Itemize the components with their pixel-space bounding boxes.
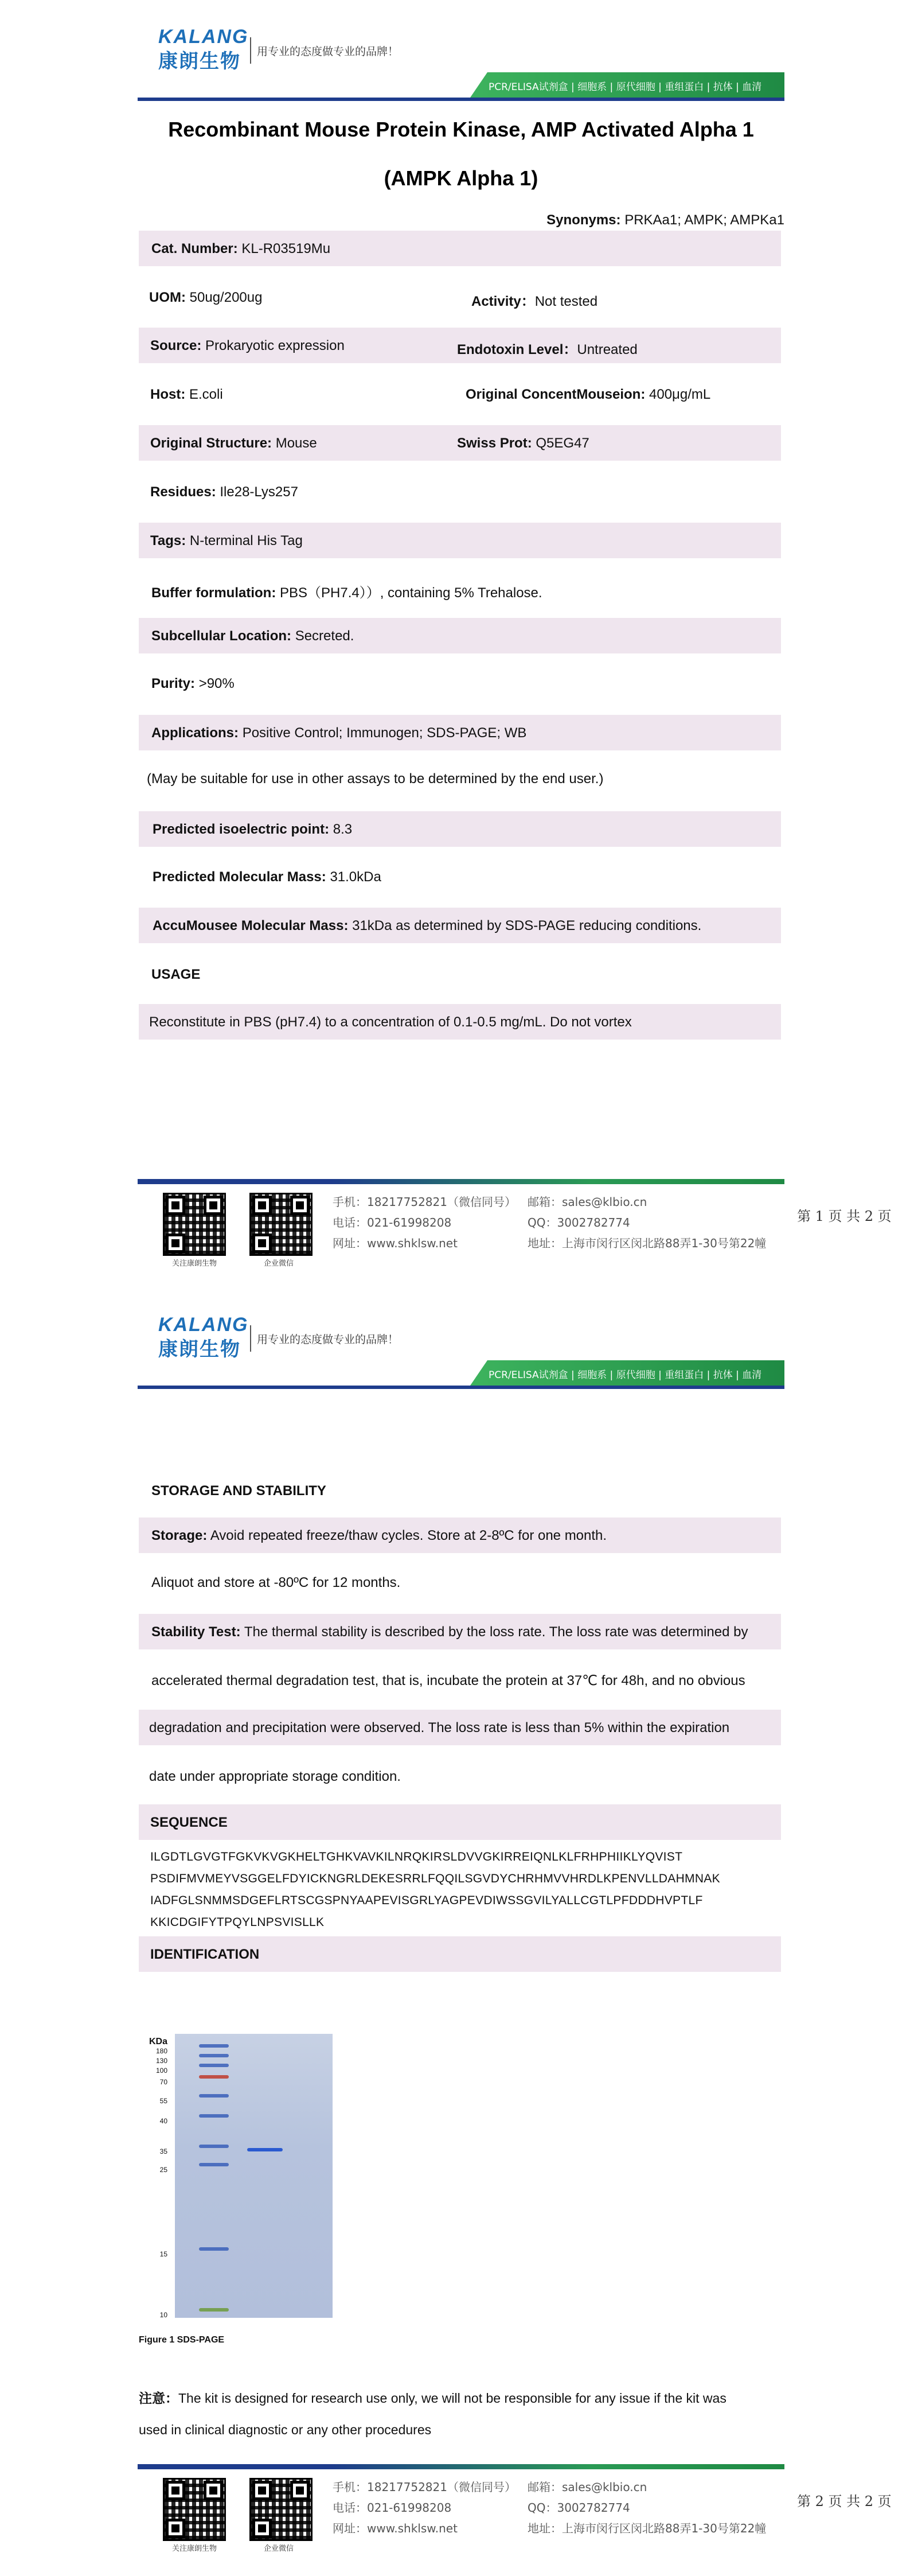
structure-value: Mouse xyxy=(275,435,317,451)
sample-band xyxy=(247,2148,283,2151)
applications-value: Positive Control; Immunogen; SDS-PAGE; WB xyxy=(242,725,527,741)
applications-label: Applications: xyxy=(151,725,239,741)
footer-address: 地址：上海市闵行区闵北路88弄1-30号第22幢 xyxy=(528,1236,767,1250)
row-molecular-mass xyxy=(139,859,781,894)
applications-note: (May be suitable for use in other assays to be determined by the end user.) xyxy=(147,771,604,787)
sequence-line: KKICDGIFYTPQYLNPSVISLLK xyxy=(150,1916,325,1929)
row-tags xyxy=(139,523,781,558)
synonyms xyxy=(546,212,784,228)
accumass-label: AccuMousee Molecular Mass: xyxy=(153,918,349,933)
qr-code-icon xyxy=(163,1193,226,1256)
stability-label: Stability Test: xyxy=(151,1624,241,1640)
footer-bar xyxy=(138,2464,784,2469)
footer-qq: QQ：3002782774 xyxy=(528,2501,630,2515)
qr2-caption: 企业微信 xyxy=(264,2544,294,2553)
figure-caption: Figure 1 SDS-PAGE xyxy=(139,2335,225,2345)
product-categories: PCR/ELISA试剂盒 | 细胞系 | 原代细胞 | 重组蛋白 | 抗体 | 血清 xyxy=(489,81,762,93)
qr-code-icon xyxy=(249,1193,313,1256)
qr-code-icon xyxy=(163,2478,226,2541)
sequence-heading: SEQUENCE xyxy=(150,1815,228,1830)
company-logo xyxy=(154,1314,440,1361)
residues-label: Residues: xyxy=(150,484,216,500)
cat-label: Cat. Number: xyxy=(151,241,238,256)
sequence-line: IADFGLSNMMSDGEFLRTSCGSPNYAAPEVISGRLYAGPEVDIWSSGVILYALLCGTLPFDDDHVPTLF xyxy=(150,1894,703,1907)
page-number: 第 2 页 共 2 页 xyxy=(797,2493,892,2509)
footer-qq: QQ：3002782774 xyxy=(528,1216,630,1229)
storage-heading: STORAGE AND STABILITY xyxy=(151,1483,326,1499)
purity-value: >90% xyxy=(198,676,235,691)
marker-label: 15 xyxy=(159,2250,167,2258)
row-stability xyxy=(139,1614,781,1649)
buffer-value: PBS（PH7.4））, containing 5% Trehalose. xyxy=(279,585,542,601)
marker-label: 25 xyxy=(159,2166,167,2174)
host-label: Host: xyxy=(150,387,186,402)
marker-label: 10 xyxy=(159,2311,167,2319)
row-accumass xyxy=(139,908,781,943)
activity-label: Activity： xyxy=(471,294,535,309)
row-storage xyxy=(139,1517,781,1553)
sequence-line: PSDIFMVMEYVSGGELFDYICKNGRLDEKESRRLFQQILSGVDYCHRHMVVHRDLKPENVLLDAHMNAK xyxy=(150,1872,720,1885)
marker-label: 180 xyxy=(155,2047,167,2055)
storage-value: Avoid repeated freeze/thaw cycles. Store at 2-8ºC for one month. xyxy=(210,1528,607,1543)
nav-blue-line xyxy=(138,98,784,101)
marker-label: 130 xyxy=(155,2057,167,2065)
subcellular-value: Secreted. xyxy=(295,628,354,644)
endotoxin-label: Endotoxin Level： xyxy=(457,342,577,357)
source-value: Prokaryotic expression xyxy=(205,338,345,353)
slogan: 用专业的态度做专业的品牌！ xyxy=(257,45,399,58)
disclaimer-text: The kit is designed for research use only, we will not be responsible for any issue if the kit was xyxy=(178,2391,727,2406)
product-title-line2: (AMPK Alpha 1) xyxy=(384,166,538,190)
activity-value: Not tested xyxy=(534,294,598,309)
page-2 xyxy=(0,1288,910,2576)
molecular-mass-label: Predicted Molecular Mass: xyxy=(153,869,326,885)
footer-web[interactable]: 网址：www.shklsw.net xyxy=(333,1236,458,1250)
footer-email[interactable]: 邮箱：sales@klbio.cn xyxy=(528,1195,647,1209)
disclaimer-line1 xyxy=(139,2388,727,2407)
swiss-prot-value: Q5EG47 xyxy=(536,435,589,451)
marker-label: 70 xyxy=(159,2078,167,2086)
disclaimer-label: 注意： xyxy=(139,2391,178,2406)
logo-latin: KALANG xyxy=(158,1314,249,1336)
row-buffer xyxy=(139,571,781,606)
footer-tel: 电话：021-61998208 xyxy=(333,2501,452,2515)
buffer-label: Buffer formulation: xyxy=(151,585,276,601)
logo-latin: KALANG xyxy=(158,26,249,48)
synonyms-value: PRKAa1; AMPK; AMPKa1 xyxy=(624,212,784,228)
footer-address: 地址：上海市闵行区闵北路88弄1-30号第22幢 xyxy=(528,2521,767,2535)
row-applications xyxy=(139,715,781,750)
sequence-line: ILGDTLGVGTFGKVKVGKHELTGHKVAVKILNRQKIRSLDVVGKIRREIQNLKLFRHPHIIKLYQVIST xyxy=(150,1850,683,1863)
row-stability-3 xyxy=(139,1710,781,1745)
logo-divider xyxy=(250,1325,251,1352)
row-subcellular xyxy=(139,618,781,653)
disclaimer-line2: used in clinical diagnostic or any other procedures xyxy=(139,2422,432,2437)
slogan: 用专业的态度做专业的品牌！ xyxy=(257,1333,399,1346)
header-nav-bar xyxy=(138,72,784,101)
swiss-prot-label: Swiss Prot: xyxy=(457,435,532,451)
row-cat-number xyxy=(139,231,781,266)
uom-label: UOM: xyxy=(149,290,186,305)
footer-phone: 手机：18217752821（微信同号） xyxy=(333,2480,516,2494)
marker-label: 35 xyxy=(159,2147,167,2155)
row-source xyxy=(139,328,781,363)
tags-value: N-terminal His Tag xyxy=(189,533,303,548)
concentration-value: 400μg/mL xyxy=(649,387,711,402)
row-isoelectric xyxy=(139,811,781,847)
stability-line3: degradation and precipitation were observed. The loss rate is less than 5% within the expiration xyxy=(149,1720,730,1736)
endotoxin-value: Untreated xyxy=(577,342,638,357)
uom-value: 50ug/200ug xyxy=(189,290,263,305)
gel-unit-label: KDa xyxy=(149,2037,167,2046)
product-categories: PCR/ELISA试剂盒 | 细胞系 | 原代细胞 | 重组蛋白 | 抗体 | 血清 xyxy=(489,1369,762,1381)
company-logo xyxy=(154,26,440,73)
logo-chinese: 康朗生物 xyxy=(158,1338,241,1361)
isoelectric-label: Predicted isoelectric point: xyxy=(153,822,330,837)
footer-email[interactable]: 邮箱：sales@klbio.cn xyxy=(528,2480,647,2494)
row-purity xyxy=(139,666,781,701)
product-title-line1: Recombinant Mouse Protein Kinase, AMP Activated Alpha 1 xyxy=(168,118,754,141)
stability-line1: The thermal stability is described by the loss rate. The loss rate was determined by xyxy=(244,1624,748,1640)
qr1-caption: 关注康朗生物 xyxy=(172,1259,217,1268)
row-uom xyxy=(139,279,781,315)
marker-label: 40 xyxy=(159,2117,167,2125)
sds-page-gel-image xyxy=(175,2034,333,2318)
qr-code-icon xyxy=(249,2478,313,2541)
footer-web[interactable]: 网址：www.shklsw.net xyxy=(333,2521,458,2535)
row-identification-heading xyxy=(139,1936,781,1972)
residues-value: Ile28-Lys257 xyxy=(220,484,298,500)
row-host xyxy=(139,376,781,412)
footer-phone: 手机：18217752821（微信同号） xyxy=(333,1195,516,1209)
subcellular-label: Subcellular Location: xyxy=(151,628,292,644)
qr2-caption: 企业微信 xyxy=(264,1259,294,1268)
stability-line4: date under appropriate storage condition. xyxy=(149,1769,401,1784)
footer xyxy=(138,2464,784,2553)
stability-line2: accelerated thermal degradation test, that is, incubate the protein at 37℃ for 48h, and no obvious xyxy=(151,1673,745,1688)
usage-heading: USAGE xyxy=(151,967,201,982)
isoelectric-value: 8.3 xyxy=(333,822,353,837)
row-usage xyxy=(139,1004,781,1040)
page-number: 第 1 页 共 2 页 xyxy=(797,1208,892,1224)
aliquot-text: Aliquot and store at -80ºC for 12 months. xyxy=(151,1575,401,1590)
marker-label: 100 xyxy=(155,2067,167,2075)
footer-bar xyxy=(138,1179,784,1184)
header-nav-bar xyxy=(138,1360,784,1389)
tags-label: Tags: xyxy=(150,533,186,548)
logo-chinese: 康朗生物 xyxy=(158,50,241,73)
concentration-label: Original ConcentMouseion: xyxy=(466,387,646,402)
purity-label: Purity: xyxy=(151,676,196,691)
row-sequence-heading xyxy=(139,1804,781,1840)
structure-label: Original Structure: xyxy=(150,435,272,451)
qr1-caption: 关注康朗生物 xyxy=(172,2544,217,2553)
footer-tel: 电话：021-61998208 xyxy=(333,1216,452,1229)
source-label: Source: xyxy=(150,338,202,353)
synonyms-label: Synonyms: xyxy=(546,212,621,228)
accumass-value: 31kDa as determined by SDS-PAGE reducing conditions. xyxy=(352,918,702,933)
usage-text: Reconstitute in PBS (pH7.4) to a concentration of 0.1-0.5 mg/mL. Do not vortex xyxy=(149,1014,632,1030)
nav-blue-line xyxy=(138,1386,784,1389)
row-residues xyxy=(139,474,781,509)
marker-label: 55 xyxy=(159,2097,167,2105)
storage-label: Storage: xyxy=(151,1528,208,1543)
molecular-mass-value: 31.0kDa xyxy=(330,869,381,885)
host-value: E.coli xyxy=(189,387,223,402)
identification-heading: IDENTIFICATION xyxy=(150,1947,260,1962)
footer xyxy=(138,1179,784,1268)
cat-value: KL-R03519Mu xyxy=(241,241,331,256)
row-structure xyxy=(139,425,781,461)
logo-divider xyxy=(250,37,251,64)
